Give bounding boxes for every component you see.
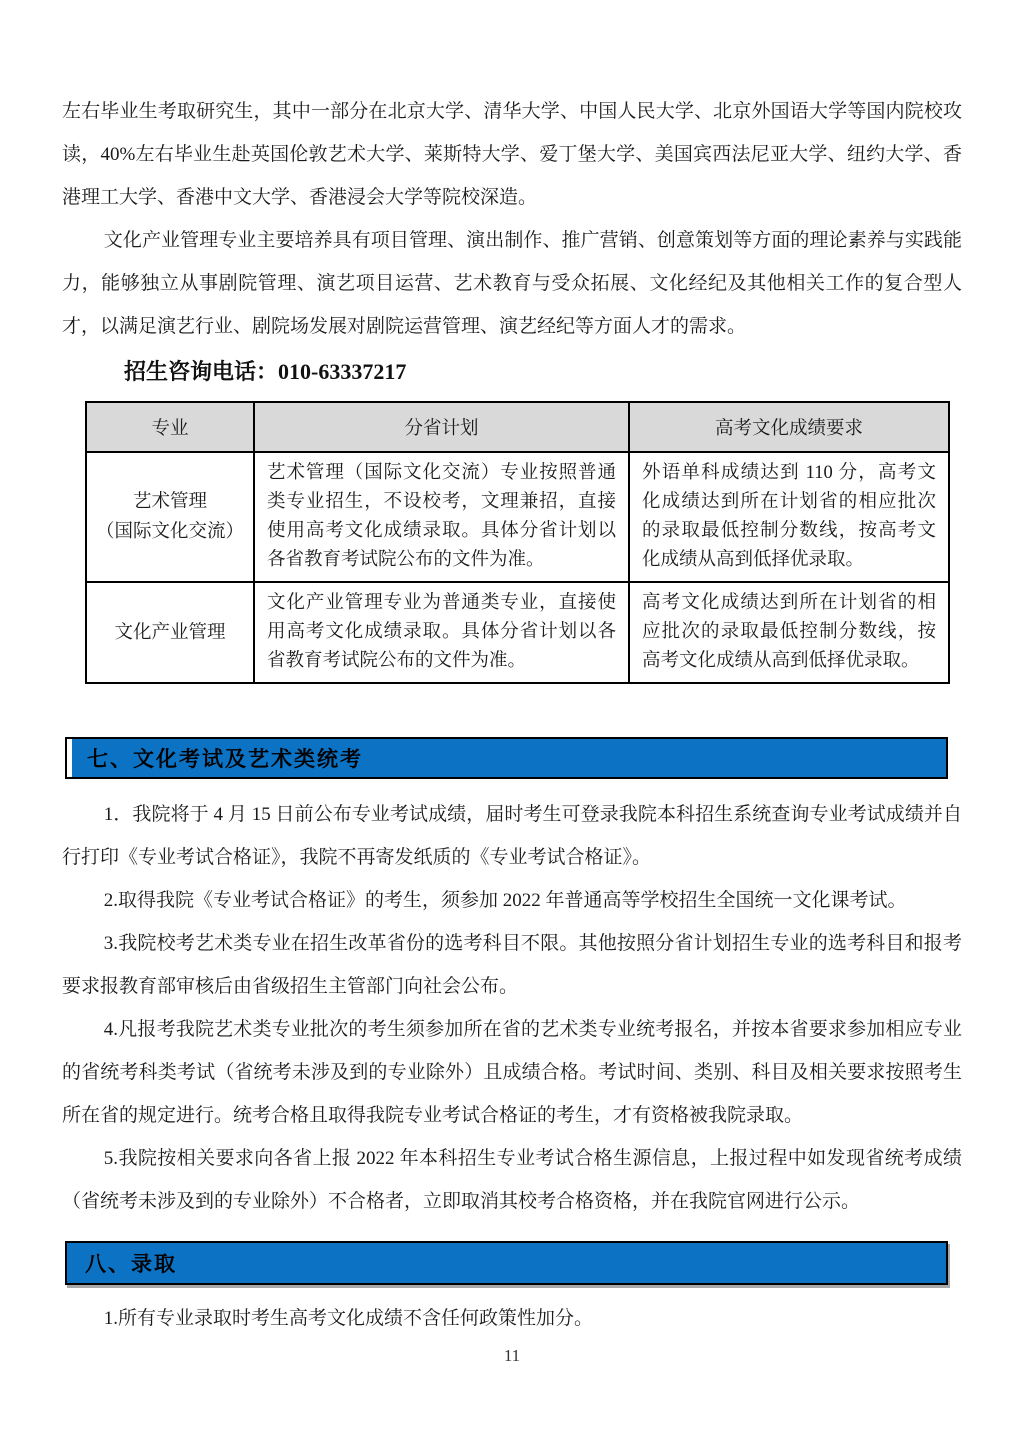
paragraph-major-introduction: 文化产业管理专业主要培养具有项目管理、演出制作、推广营销、创意策划等方面的理论素养与实践能力，能够独立从事剧院管理、演艺项目运营、艺术教育与受众拓展、文化经纪及其他相关工作的复合型人才，以满足演艺行业、剧院场发展对剧院运营管理、演艺经纪等方面人才的需求。 bbox=[62, 230, 962, 337]
page-number: 11 bbox=[503, 1346, 521, 1365]
section-heading-admission bbox=[65, 1241, 948, 1285]
section-heading-culture-exam bbox=[65, 737, 948, 779]
paragraph-graduate-destinations: 左右毕业生考取研究生，其中一部分在北京大学、清华大学、中国人民大学、北京外国语大学等国内院校攻读，40%左右毕业生赴英国伦敦艺术大学、莱斯特大学、爱丁堡大学、美国宾西法尼亚大学、纽约大学、香港理工大学、香港中文大学、香港浸会大学等院校深造。 bbox=[62, 101, 962, 208]
section7-item-1: 1．我院将于 4 月 15 日前公布专业考试成绩，届时考生可登录我院本科招生系统查询专业考试成绩并自行打印《专业考试合格证》，我院不再寄发纸质的《专业考试合格证》。 bbox=[62, 804, 962, 868]
section-heading-culture-exam-label: 七、文化考试及艺术类统考 bbox=[87, 747, 363, 771]
major-name-cell bbox=[86, 582, 254, 683]
section7-item-5: 5.我院按相关要求向各省上报 2022 年本科招生专业考试合格生源信息，上报过程中如发现省统考成绩（省统考未涉及到的专业除外）不合格者，立即取消其校考合格资格，并在我院官网进行公示。 bbox=[62, 1148, 962, 1212]
table-header-row bbox=[86, 402, 949, 452]
enrollment-plan-table bbox=[85, 401, 950, 684]
table-row bbox=[86, 452, 949, 582]
major-name-line1: 艺术管理 bbox=[132, 492, 207, 512]
admission-phone-line: 招生咨询电话：010-63337217 bbox=[124, 359, 407, 384]
section7-item-2: 2.取得我院《专业考试合格证》的考生，须参加 2022 年普通高等学校招生全国统一文化课考试。 bbox=[103, 890, 907, 911]
header-major: 专业 bbox=[86, 402, 254, 452]
gaokao-requirement-cell: 外语单科成绩达到 110 分，高考文化成绩达到所在计划省的相应批次的录取最低控制分数线，按高考文化成绩从高到低择优录取。 bbox=[629, 452, 949, 582]
table-row bbox=[86, 582, 949, 683]
provincial-plan-cell: 艺术管理（国际文化交流）专业按照普通类专业招生，不设校考，文理兼招，直接使用高考文化成绩录取。具体分省计划以各省教育考试院公布的文件为准。 bbox=[254, 452, 629, 582]
section7-item-4: 4.凡报考我院艺术类专业批次的考生须参加所在省的艺术类专业统考报名，并按本省要求参加相应专业的省统考科类考试（省统考未涉及到的专业除外）且成绩合格。考试时间、类别、科目及相关要求按照考生所在省的规定进行。统考合格且取得我院专业考试合格证的考生，才有资格被我院录取。 bbox=[62, 1019, 962, 1126]
provincial-plan-cell: 文化产业管理专业为普通类专业，直接使用高考文化成绩录取。具体分省计划以各省教育考试院公布的文件为准。 bbox=[254, 582, 629, 683]
section-heading-admission-label: 八、录取 bbox=[85, 1252, 177, 1276]
header-gaokao-requirement: 高考文化成绩要求 bbox=[629, 402, 949, 452]
major-name-line2: （国际文化交流） bbox=[95, 522, 244, 542]
major-name-cell bbox=[86, 452, 254, 582]
gaokao-requirement-cell: 高考文化成绩达到所在计划省的相应批次的录取最低控制分数线，按高考文化成绩从高到低择优录取。 bbox=[629, 582, 949, 683]
section8-item-1: 1.所有专业录取时考生高考文化成绩不含任何政策性加分。 bbox=[103, 1308, 594, 1329]
major-name-line1: 文化产业管理 bbox=[114, 622, 226, 643]
section7-item-3: 3.我院校考艺术类专业在招生改革省份的选考科目不限。其他按照分省计划招生专业的选考科目和报考要求报教育部审核后由省级招生主管部门向社会公布。 bbox=[62, 933, 962, 997]
header-provincial-plan: 分省计划 bbox=[254, 402, 629, 452]
